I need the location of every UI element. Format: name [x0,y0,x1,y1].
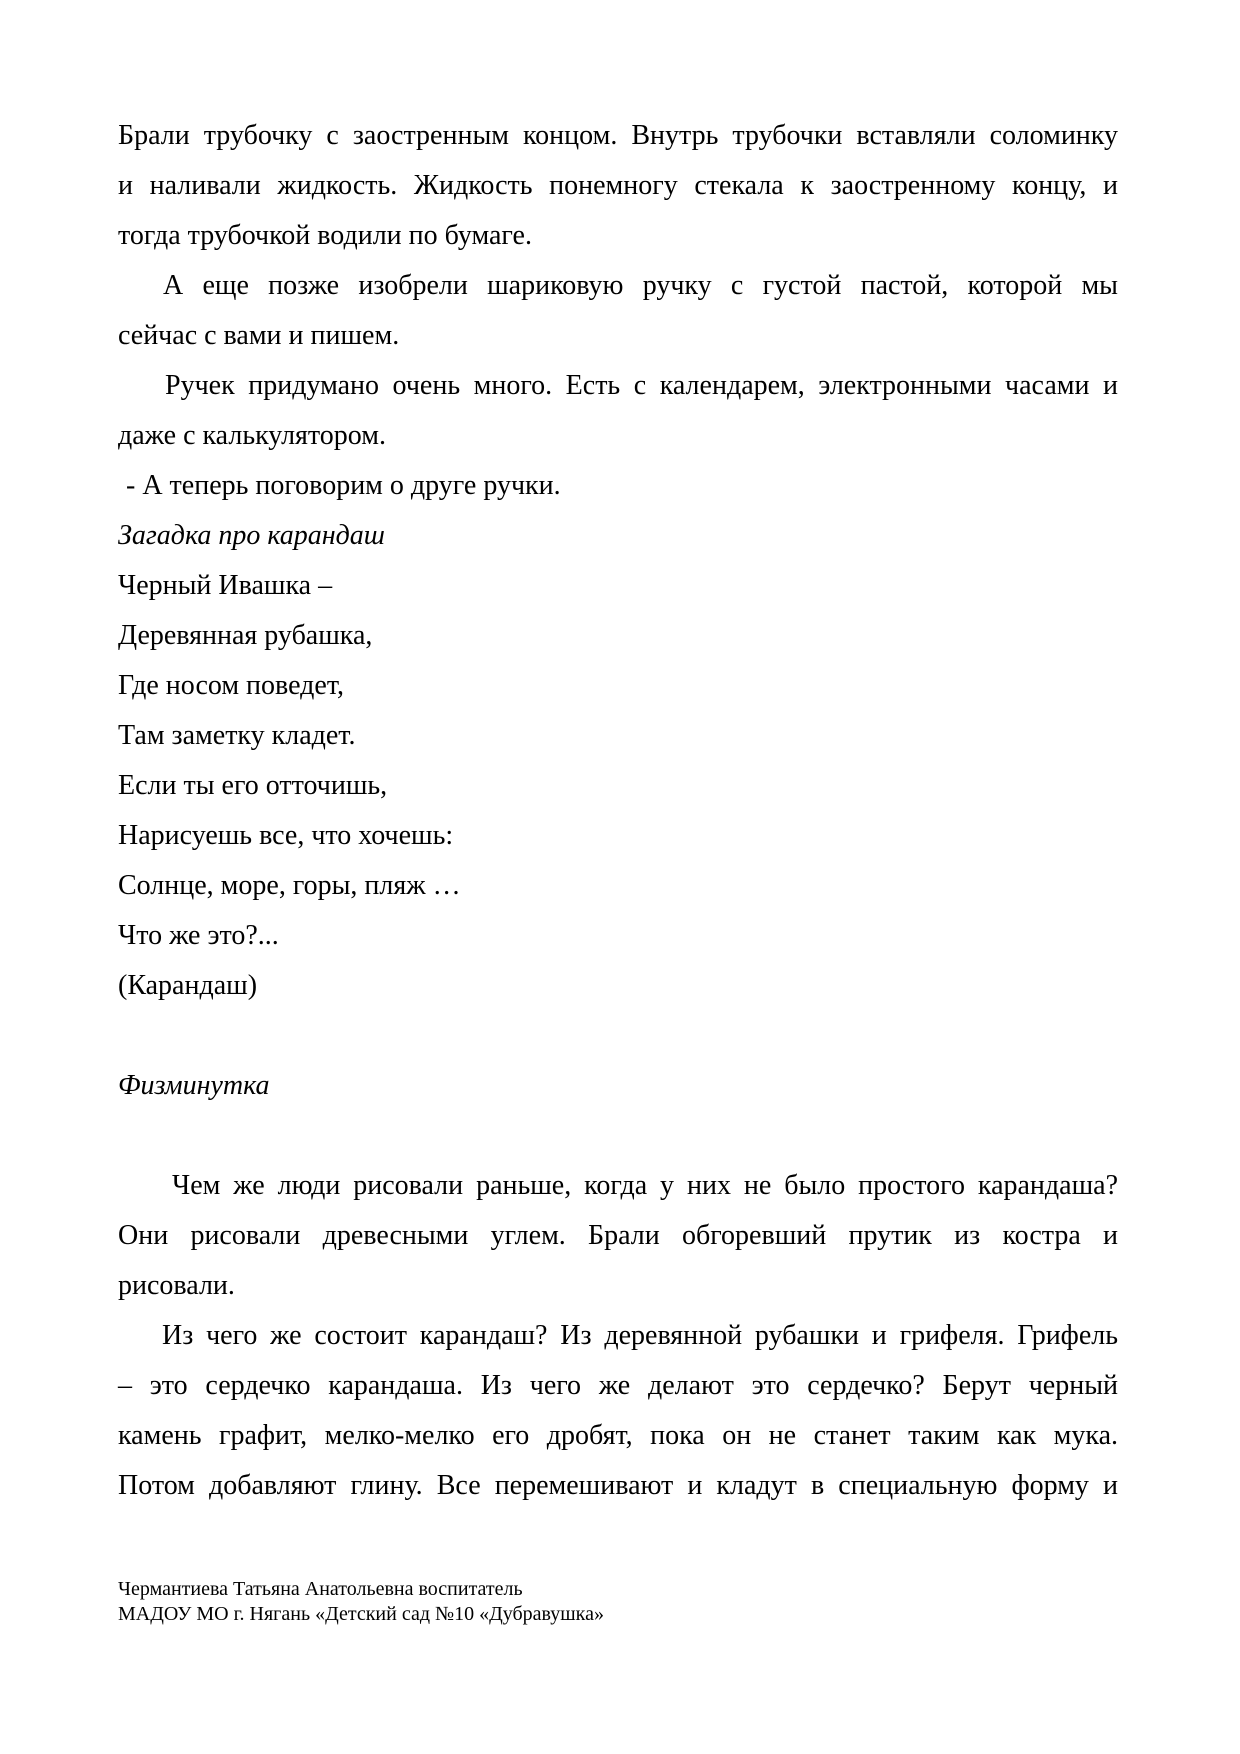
text-line: – это сердечко карандаша. Из чего же делают это сердечко? Берут черный [118,1370,1118,1401]
blank-line [118,1011,1118,1061]
document-body [118,111,1118,1511]
footer-organization-line: МАДОУ МО г. Нягань «Детский сад №10 «Дубравушка» [118,1603,604,1625]
text-line: тогда трубочкой водили по бумаге. [118,220,532,251]
text-line: Где носом поведет, [118,670,344,701]
text-line: Брали трубочку с заостренным концом. Внутрь трубочки вставляли соломинку [118,120,1118,151]
text-line: - А теперь поговорим о друге ручки. [126,470,561,501]
text-line: А еще позже изобрели шариковую ручку с густой пастой, которой мы [163,270,1118,301]
text-line: Там заметку кладет. [118,720,356,751]
text-line: (Карандаш) [118,970,258,1001]
text-line: даже с калькулятором. [118,420,386,451]
text-line: Они рисовали древесными углем. Брали обгоревший прутик из костра и [118,1220,1118,1251]
section-heading: Загадка про карандаш [118,520,385,551]
section-heading: Физминутка [118,1070,270,1101]
footer-author-line: Чермантиева Татьяна Анатольевна воспитатель [118,1578,523,1600]
text-line: Солнце, море, горы, пляж … [118,870,461,901]
text-line: Из чего же состоит карандаш? Из деревянной рубашки и грифеля. Грифель [162,1320,1118,1351]
page-footer [118,1577,604,1627]
text-line: рисовали. [118,1270,235,1301]
text-line: камень графит, мелко-мелко его дробят, пока он не станет таким как мука. [118,1420,1118,1451]
text-line: Нарисуешь все, что хочешь: [118,820,454,851]
text-line: Потом добавляют глину. Все перемешивают и кладут в специальную форму и [118,1470,1118,1501]
text-line: и наливали жидкость. Жидкость понемногу стекала к заостренному концу, и [118,170,1118,201]
text-line: сейчас с вами и пишем. [118,320,400,351]
text-line: Ручек придумано очень много. Есть с календарем, электронными часами и [165,370,1118,401]
blank-line [118,1111,1118,1161]
text-line: Что же это?... [118,920,279,951]
text-line: Черный Ивашка – [118,570,333,601]
text-line: Если ты его отточишь, [118,770,388,801]
text-line: Деревянная рубашка, [118,620,373,651]
text-line: Чем же люди рисовали раньше, когда у них не было простого карандаша? [172,1170,1118,1201]
